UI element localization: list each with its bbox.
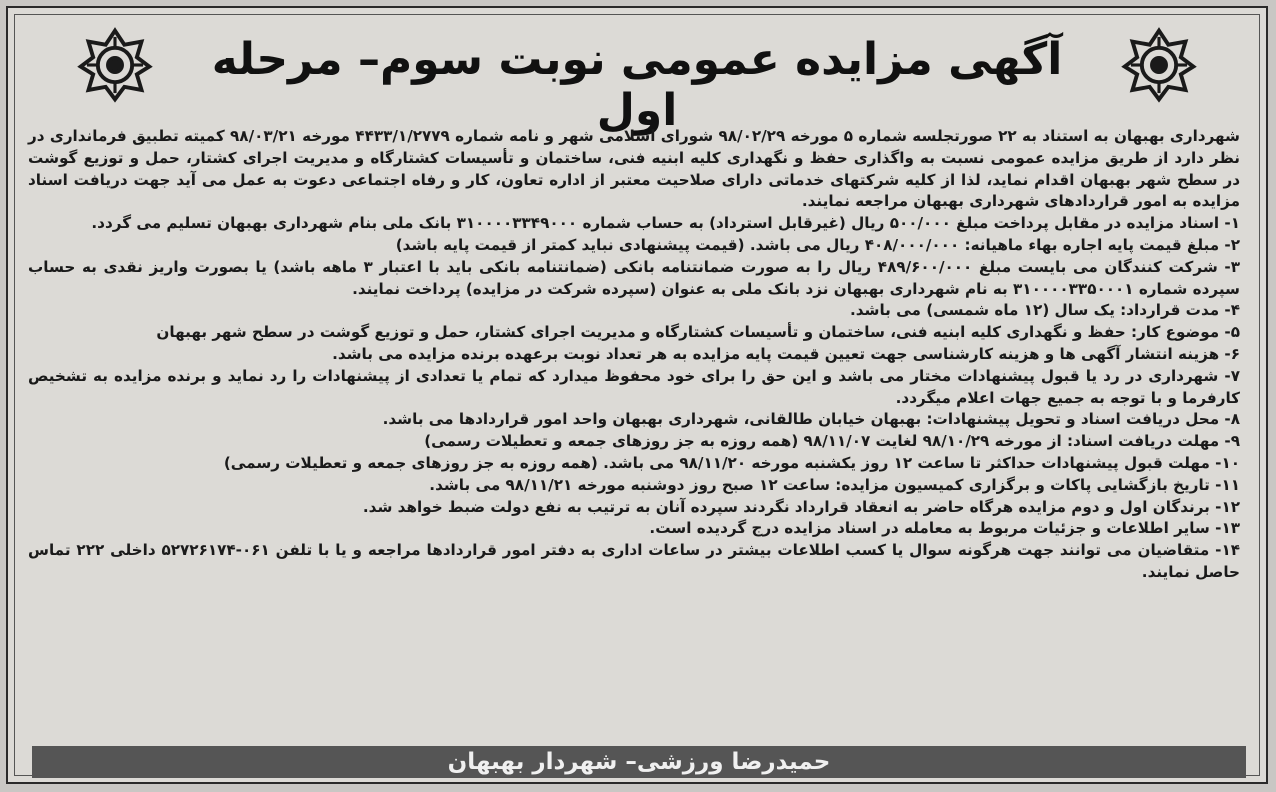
municipal-emblem-icon — [76, 26, 154, 104]
notice-body — [28, 126, 1240, 584]
notice-page — [6, 6, 1268, 784]
notice-item: ۸- محل دریافت اسناد و تحویل پیشنهادات: بهبهان خیابان طالقانی، شهرداری بهبهان واحد امور قراردادها می باشد. — [382, 410, 1240, 429]
signature-bar: حمیدرضا ورزشی– شهردار بهبهان — [32, 746, 1246, 778]
notice-item: ۱۴- متقاضیان می توانند جهت هرگونه سوال یا کسب اطلاعات بیشتر در ساعات اداری به دفتر امور قراردادها مراجعه و یا با تلفن ۰۶۱-۵۲۷۲۶۱۷۴ داخلی ۲۲۲ تماس حاصل نمایند. — [28, 541, 1240, 581]
intro-paragraph: شهرداری بهبهان به استناد به ۲۲ صورتجلسه شماره ۵ مورخه ۹۸/۰۲/۲۹ شورای اسلامی شهر و نامه شماره ۴۴۳۳/۱/۲۷۷۹ مورخه ۹۸/۰۳/۲۱ کمیته تطبیق فرمانداری در نظر دارد از طریق مزایده عمومی نسبت به واگذاری حفظ و نگهداری کلیه ابنیه فنی، ساختمان و تأسیسات کشتارگاه و مدیریت اجرای کشتار، حمل و توزیع گوشت در سطح شهر بهبهان اقدام نماید، لذا از کلیه شرکتهای خدماتی دارای صلاحیت معتبر از اداره تعاون، کار و رفاه اجتماعی دعوت به عمل می آید جهت دریافت اسناد مزایده به امور قراردادهای شهرداری بهبهان مراجعه نمایند. — [28, 127, 1240, 211]
notice-item: ۵- موضوع کار: حفظ و نگهداری کلیه ابنیه فنی، ساختمان و تأسیسات کشتارگاه و مدیریت اجرای کشتار، حمل و توزیع گوشت در سطح شهر بهبهان — [156, 323, 1240, 342]
notice-item: ۱۲- برندگان اول و دوم مزایده هرگاه حاضر به انعقاد قرارداد نگردند سپرده آنان به ترتیب به نفع دولت ضبط خواهد شد. — [362, 497, 1240, 516]
notice-item: ۹- مهلت دریافت اسناد: از مورخه ۹۸/۱۰/۲۹ لغایت ۹۸/۱۱/۰۷ (همه روزه به جز روزهای جمعه و تعطیلات رسمی) — [424, 432, 1240, 451]
notice-item: ۶- هزینه انتشار آگهی ها و هزینه کارشناسی جهت تعیین قیمت پایه مزایده به هر تعداد نوبت برعهده برنده مزایده می باشد. — [332, 344, 1240, 363]
notice-item: ۴- مدت قرارداد: یک سال (۱۲ ماه شمسی) می باشد. — [850, 301, 1240, 320]
municipal-emblem-icon — [1120, 26, 1198, 104]
notice-item: ۱۳- سایر اطلاعات و جزئیات مربوط به معامله در اسناد مزایده درج گردیده است. — [649, 519, 1240, 538]
notice-title: آگهی مزایده عمومی نوبت سوم– مرحله اول — [211, 34, 1063, 136]
notice-item: ۲- مبلغ قیمت پایه اجاره بهاء ماهیانه: ۴۰۸/۰۰۰/۰۰۰ ریال می باشد. (قیمت پیشنهادی نباید کمتر از قیمت پایه باشد) — [395, 235, 1240, 254]
notice-item: ۱- اسناد مزایده در مقابل پرداخت مبلغ ۵۰۰/۰۰۰ ریال (غیرقابل استرداد) به حساب شماره ۳۱۰۰۰۰۳۳۴۹۰۰۰ بانک ملی بنام شهرداری بهبهان تسلیم می گردد. — [91, 214, 1240, 233]
notice-item: ۱۱- تاریخ بازگشایی پاکات و برگزاری کمیسیون مزایده: ساعت ۱۲ صبح روز دوشنبه مورخه ۹۸/۱۱/۲۱ می باشد. — [429, 475, 1240, 494]
notice-item: ۷- شهرداری در رد یا قبول پیشنهادات مختار می باشد و این حق را برای خود محفوظ میدارد که تمام یا تعدادی از پیشنهادات را رد نماید و برنده مزایده به تشخیص کارفرما و با توجه به جمیع جهات اعلام میگردد. — [28, 366, 1240, 407]
notice-item: ۳- شرکت کنندگان می بایست مبلغ ۴۸۹/۶۰۰/۰۰۰ ریال را به صورت ضمانتنامه بانکی (ضمانتنامه بانکی باید با اعتبار ۳ ماهه باشد) یا بصورت واریز نقدی به حساب سپرده شماره ۳۱۰۰۰۰۳۳۵۰۰۰۱ به نام شهرداری بهبهان نزد بانک ملی به عنوان (سپرده شرکت در مزایده) پرداخت نمایند. — [28, 257, 1240, 298]
notice-item: ۱۰- مهلت قبول پیشنهادات حداکثر تا ساعت ۱۲ روز یکشنبه مورخه ۹۸/۱۱/۲۰ می باشد. (همه روزه به جز روزهای جمعه و تعطیلات رسمی) — [223, 453, 1240, 472]
